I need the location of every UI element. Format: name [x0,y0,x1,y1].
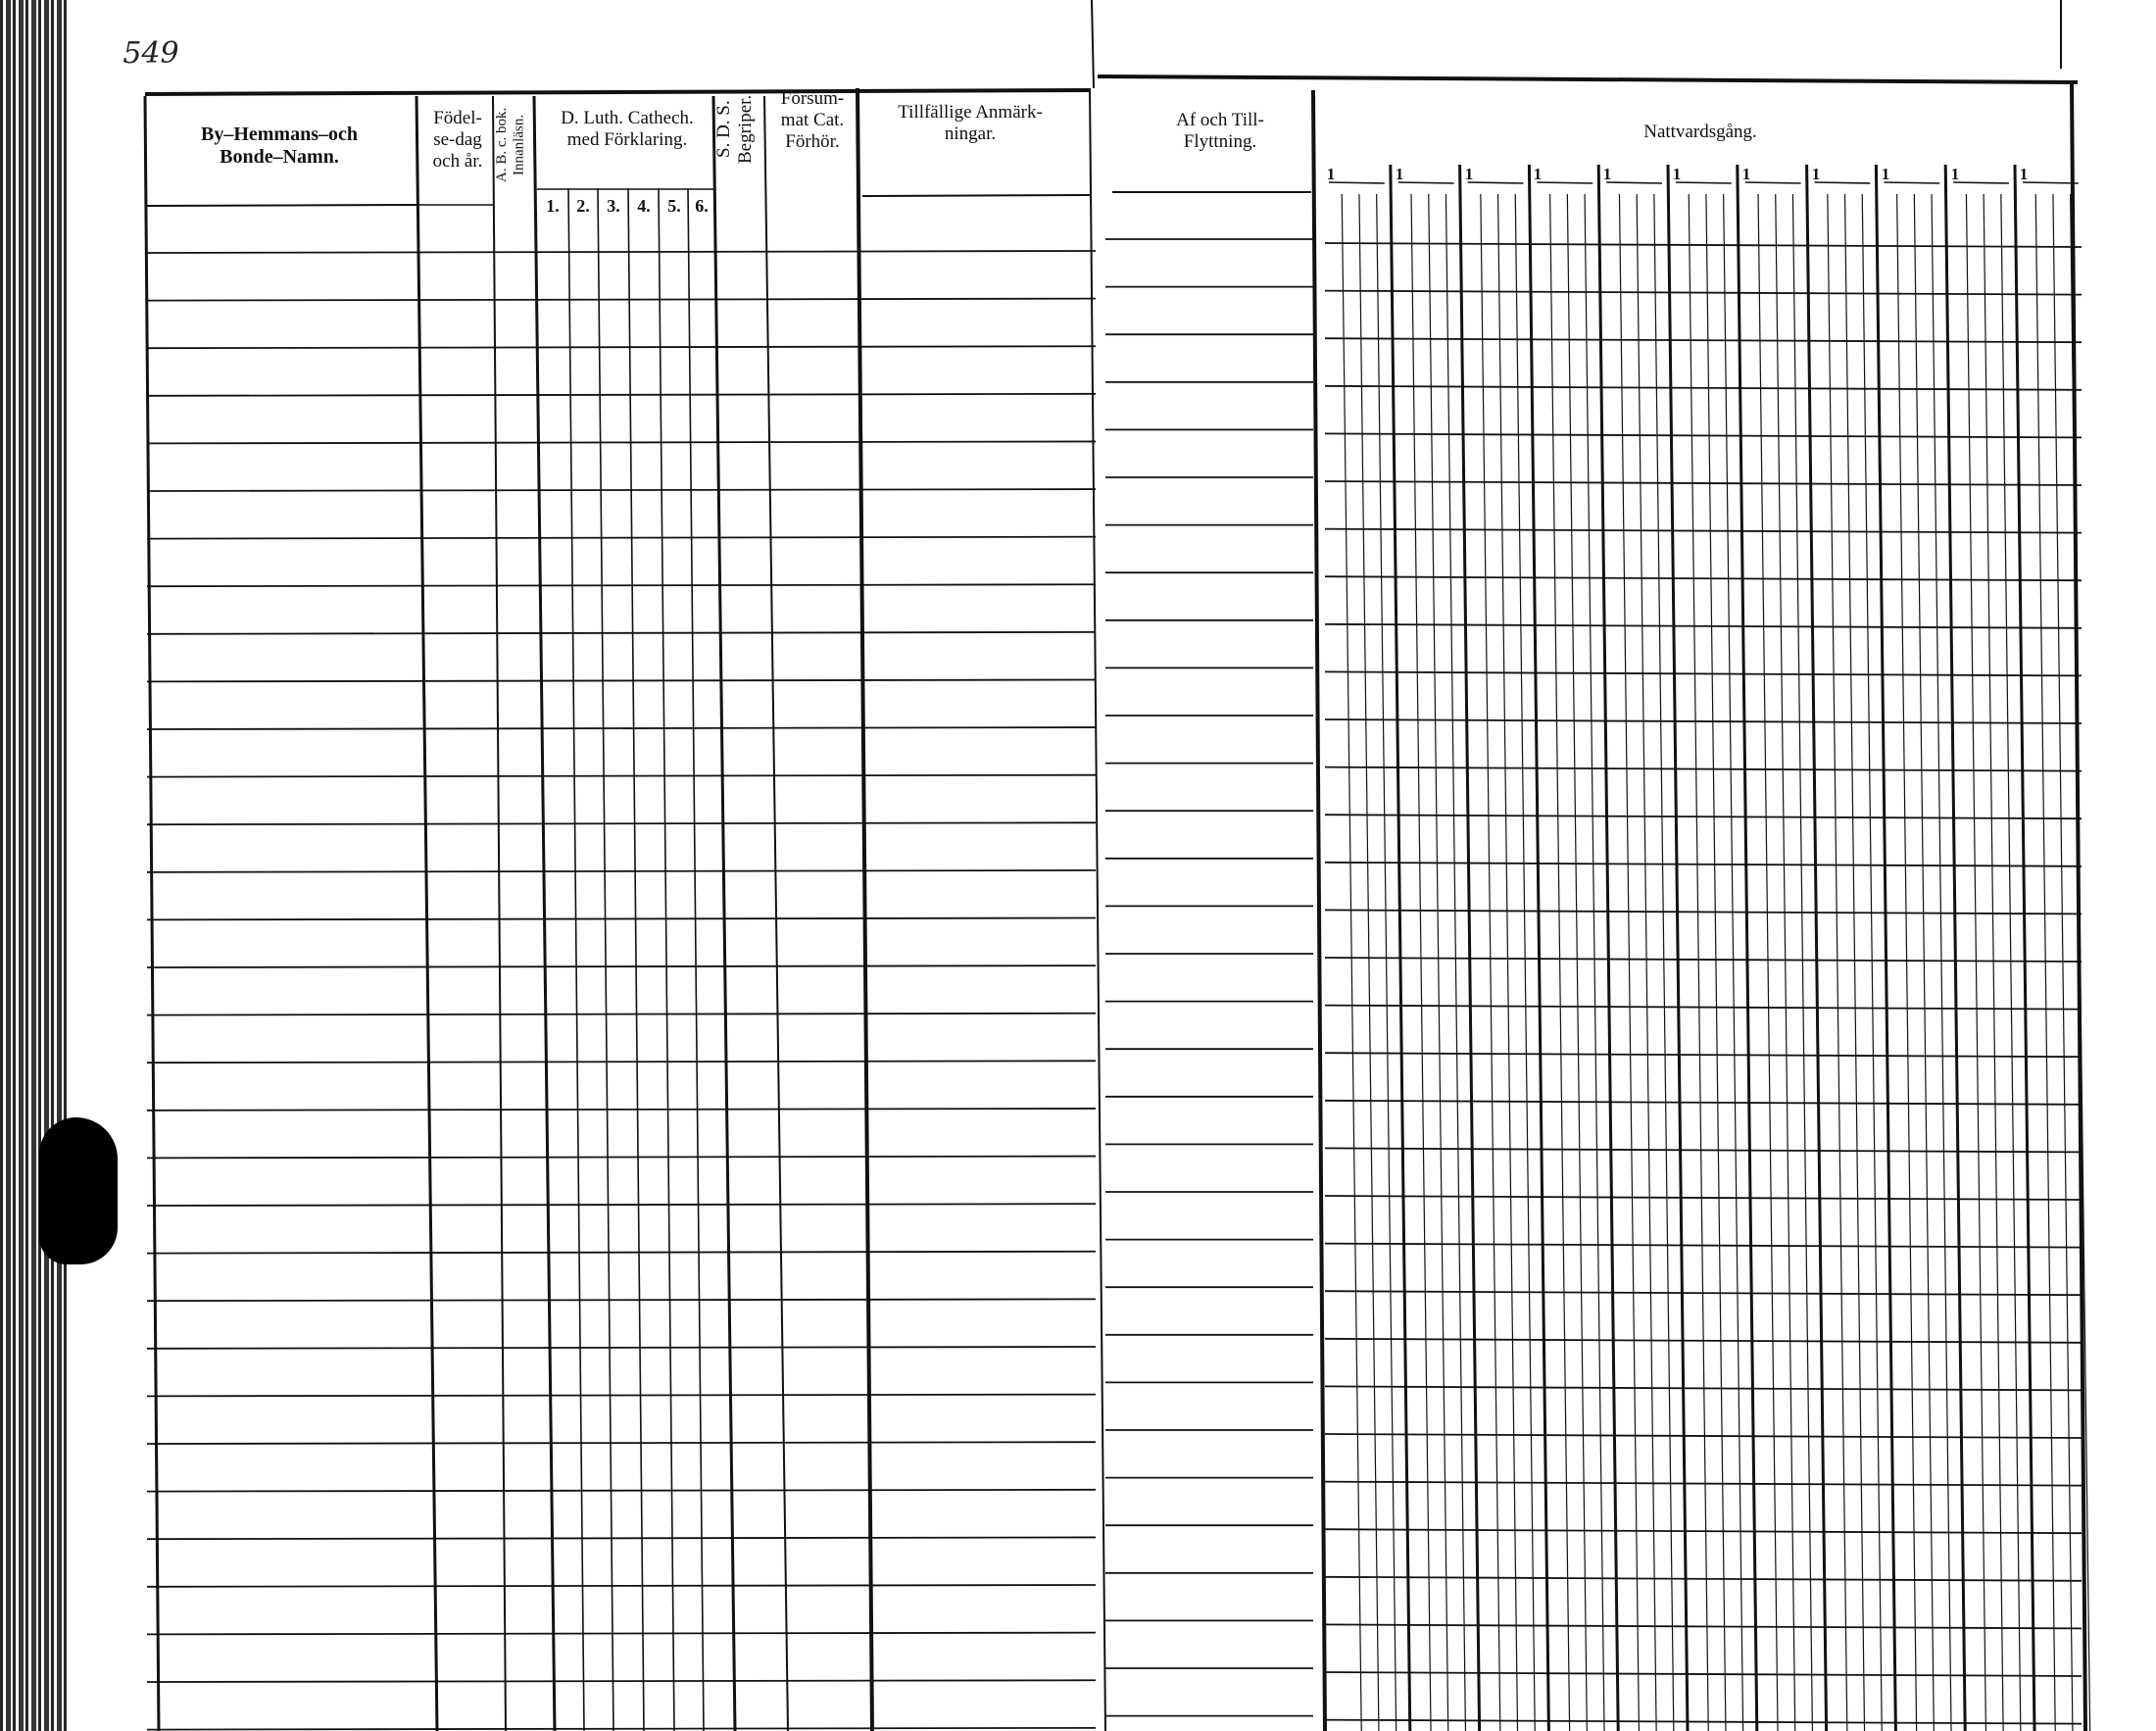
nattvard-sub-7: 1 [1741,165,1751,183]
left-row-rule [147,1633,1096,1635]
left-row-rule [147,1299,1096,1301]
nattvard-sub-6: 1 [1672,165,1682,183]
left-row-rule [147,1014,1096,1015]
left-row-rule [147,1680,1096,1682]
left-column-rule [534,96,555,1731]
nattvard-row-rule [1325,767,2082,771]
nattvard-row-rule [1325,1672,2082,1676]
left-row-rule [147,1252,1096,1254]
header-cathech: D. Luth. Cathech. med Förklaring. [561,108,694,150]
nattvard-thin-rule [1550,194,1570,1731]
left-row-rule [147,679,1096,681]
left-row-rule [147,1204,1096,1206]
left-row-rule [147,441,1096,443]
nattvard-sub-3: 1 [1464,165,1474,183]
left-column-rule [1090,88,1105,1731]
nattvard-thin-rule [1828,194,1847,1731]
nattvard-row-rule [1325,1720,2082,1724]
cathech-sub-3: 3. [607,196,620,216]
cathech-sub-rule [568,188,584,1731]
nattvard-thin-rule [1758,194,1778,1731]
nattvard-thin-rule [1845,194,1865,1731]
nattvard-row-rule [1325,1577,2082,1581]
left-row-rule [147,1728,1096,1730]
nattvard-row-rule [1325,1196,2082,1200]
nattvard-thin-rule [2053,194,2073,1731]
nattvard-sub-8: 1 [1811,165,1821,183]
cathech-sub-6: 6. [695,196,709,216]
cathech-sub-5: 5. [667,196,681,216]
left-column-rule [493,96,506,1731]
left-row-rule [147,822,1096,824]
nattvard-row-rule [1325,386,2082,390]
cathech-sub-4: 4. [637,196,651,216]
cathech-sub-2: 2. [576,196,590,216]
left-row-rule [147,1061,1096,1063]
nattvard-thin-rule [2071,194,2090,1731]
cathech-sub-rule [628,188,644,1731]
header-by-hemmans: By–Hemmans–och Bonde–Namn. [201,124,358,168]
nattvard-sub-2: 1 [1395,165,1404,183]
nattvard-row-rule [1325,1529,2082,1533]
header-abc-bok: A. B. c. bok. Innanläsn. [494,107,527,183]
nattvard-thin-rule [1619,194,1639,1731]
nattvard-sub-4: 1 [1533,165,1543,183]
nattvard-thin-rule [1776,194,1795,1731]
left-row-rule [147,1442,1096,1444]
left-row-rule [147,1157,1096,1159]
nattvard-thin-rule [1342,194,1361,1731]
left-row-rule [147,1585,1096,1587]
nattvard-row-rule [1325,1482,2082,1486]
header-af-och-till: Af och Till- Flyttning. [1176,110,1264,152]
nattvard-row-rule [1325,719,2082,723]
nattvard-left-rule [1313,90,1325,1731]
left-row-rule [147,346,1096,348]
left-row-rule [147,1109,1096,1111]
left-row-rule [147,299,1096,301]
nattvard-row-rule [1325,671,2082,675]
nattvard-thin-rule [2035,194,2055,1731]
nattvard-row-rule [1325,576,2082,580]
left-row-rule [147,489,1096,491]
cathech-sub-rule [659,188,674,1731]
left-column-rule [416,96,437,1731]
nattvard-thin-rule [1689,194,1708,1731]
nattvard-sub-5: 1 [1602,165,1612,183]
header-nattvardsgang: Nattvardsgång. [1643,122,1757,142]
left-column-rule [858,88,872,1731]
left-column-rule [145,96,159,1731]
left-row-rule [147,775,1096,777]
right-top-rule [1098,76,2078,82]
page-number: 549 [122,36,179,71]
nattvard-row-rule [1325,481,2082,485]
nattvard-sub-10: 1 [1950,165,1960,183]
nattvard-thin-rule [1966,194,1985,1731]
left-row-rule [147,394,1096,396]
cathech-sub-rule [688,188,704,1731]
nattvard-row-rule [1325,815,2082,818]
nattvard-thin-rule [1984,194,2003,1731]
left-row-rule [147,727,1096,729]
left-row-rule [147,1347,1096,1349]
left-row-rule [147,918,1096,920]
nattvard-sub-1: 1 [1326,165,1336,183]
gutter-rule [1092,0,1094,88]
nattvard-thin-rule [1706,194,1726,1731]
nattvard-thin-rule [1897,194,1917,1731]
left-row-rule [147,632,1096,634]
nattvard-row-rule [1325,433,2082,437]
nattvard-sub-11: 1 [2019,165,2029,183]
header-sds: S. D. S. Begriper. [713,94,756,165]
nattvard-thin-rule [1637,194,1656,1731]
header-bottom-rule [147,205,416,206]
nattvard-row-rule [1325,529,2082,533]
nattvard-thin-rule [1914,194,1934,1731]
nattvard-thin-rule [1498,194,1518,1731]
nattvard-thin-rule [1429,194,1448,1731]
nattvard-row-rule [1325,1053,2082,1057]
left-column-rule [764,96,788,1731]
cathech-sub-rule [598,188,613,1731]
nattvard-row-rule [1325,1148,2082,1152]
left-row-rule [147,1395,1096,1397]
nattvard-row-rule [1325,863,2082,866]
nattvard-thin-rule [1411,194,1431,1731]
left-row-rule [147,1537,1096,1539]
header-bottom-rule [862,195,1090,196]
nattvard-thin-rule [1567,194,1587,1731]
left-row-rule [147,1490,1096,1492]
nattvard-thin-rule [1359,194,1379,1731]
nattvard-row-rule [1325,624,2082,628]
header-forsummat: Försum- mat Cat. Förhör. [780,88,845,152]
nattvard-row-rule [1325,1624,2082,1628]
right-outer-rule [2072,84,2085,1731]
left-row-rule [147,584,1096,586]
nattvard-row-rule [1325,1434,2082,1438]
left-row-rule [147,537,1096,539]
nattvard-row-rule [1325,910,2082,914]
nattvard-row-rule [1325,1101,2082,1105]
nattvard-thin-rule [1481,194,1500,1731]
left-top-rule [145,90,1090,94]
left-row-rule [147,965,1096,967]
left-column-rule [713,96,735,1731]
nattvard-row-rule [1325,1244,2082,1248]
left-row-rule [147,251,1096,253]
header-tillfallige: Tillfällige Anmärk- ningar. [898,102,1043,144]
cathech-sub-1: 1. [546,196,560,216]
left-row-rule [147,870,1096,872]
header-fodelse: Födel- se-dag och år. [432,108,483,172]
nattvard-row-rule [1325,1386,2082,1390]
nattvard-sub-9: 1 [1881,165,1890,183]
nattvard-row-rule [1325,243,2082,247]
